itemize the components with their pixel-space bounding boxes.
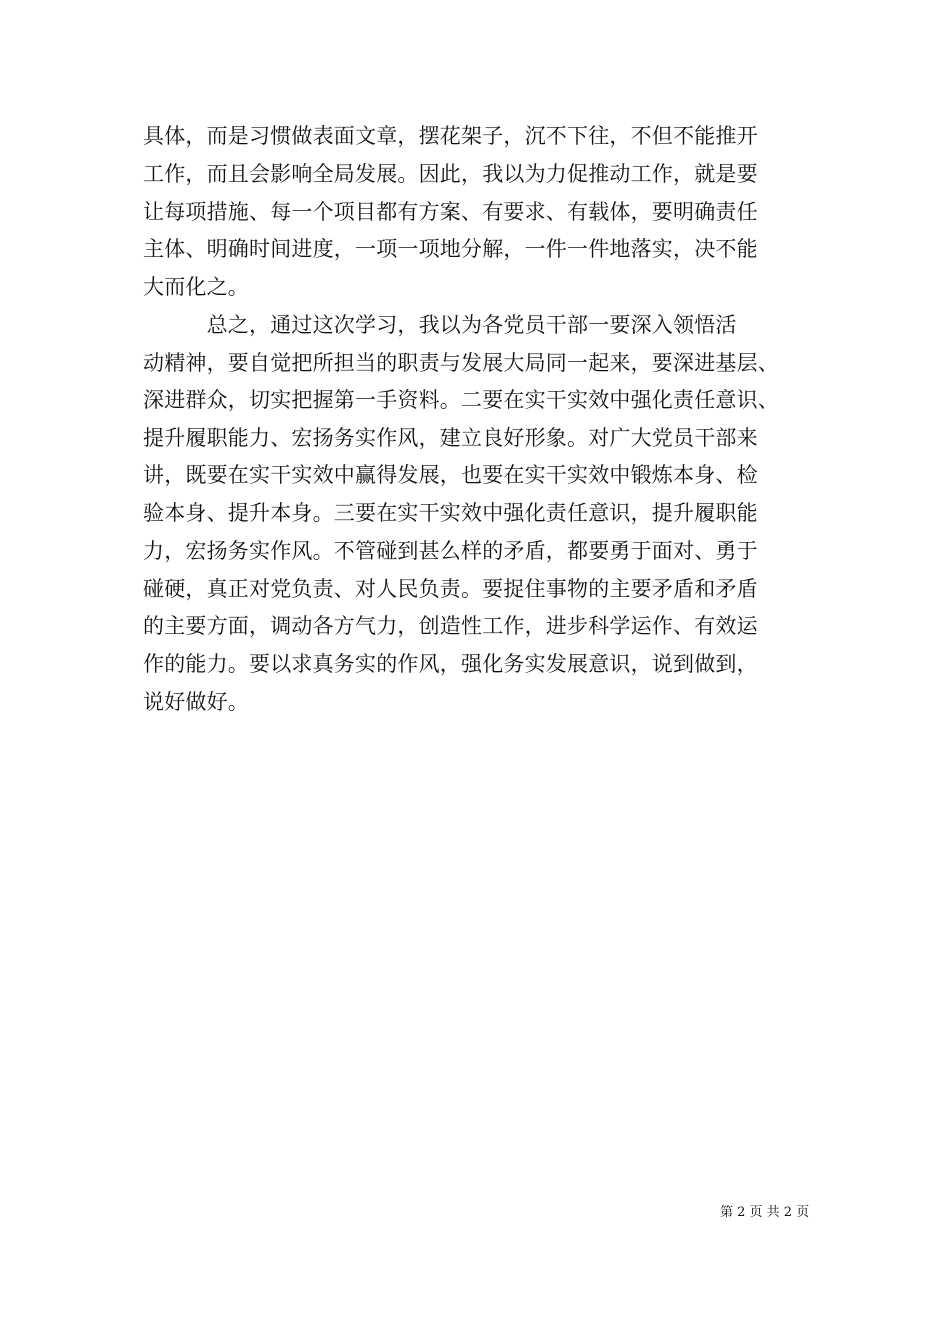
text-line: 讲，既要在实干实效中赢得发展，也要在实干实效中锻炼本身、检 xyxy=(143,463,758,487)
text-line: 作的能力。要以求真务实的作风，强化务实发展意识，说到做到， xyxy=(143,652,758,676)
text-line: 总之，通过这次学习，我以为各党员干部一要深入领悟活 xyxy=(143,313,737,337)
text-line: 工作，而且会影响全局发展。因此，我以为力促推动工作，就是要 xyxy=(143,162,758,186)
text-line: 说好做好。 xyxy=(143,690,249,714)
text-line: 大而化之。 xyxy=(143,275,249,299)
text-line: 让每项措施、每一个项目都有方案、有要求、有载体，要明确责任 xyxy=(143,200,758,224)
text-line: 深进群众，切实把握第一手资料。二要在实干实效中强化责任意识、 xyxy=(143,388,779,412)
text-line: 主体、明确时间进度，一项一项地分解，一件一件地落实，决不能 xyxy=(143,237,758,261)
text-line: 提升履职能力、宏扬务实作风，建立良好形象。对广大党员干部来 xyxy=(143,426,758,450)
text-line: 的主要方面，调动各方气力，创造性工作，进步科学运作、有效运 xyxy=(143,614,758,638)
text-line: 验本身、提升本身。三要在实干实效中强化责任意识，提升履职能 xyxy=(143,501,758,525)
text-line: 动精神，要自觉把所担当的职责与发展大局同一起来，要深进基层、 xyxy=(143,351,779,375)
text-line: 具体，而是习惯做表面文章，摆花架子，沉不下往，不但不能推开 xyxy=(143,124,758,148)
page-number: 第 2 页 共 2 页 xyxy=(720,1205,810,1220)
text-line: 碰硬，真正对党负责、对人民负责。要捉住事物的主要矛盾和矛盾 xyxy=(143,577,758,601)
text-line: 力，宏扬务实作风。不管碰到甚么样的矛盾，都要勇于面对、勇于 xyxy=(143,539,758,563)
